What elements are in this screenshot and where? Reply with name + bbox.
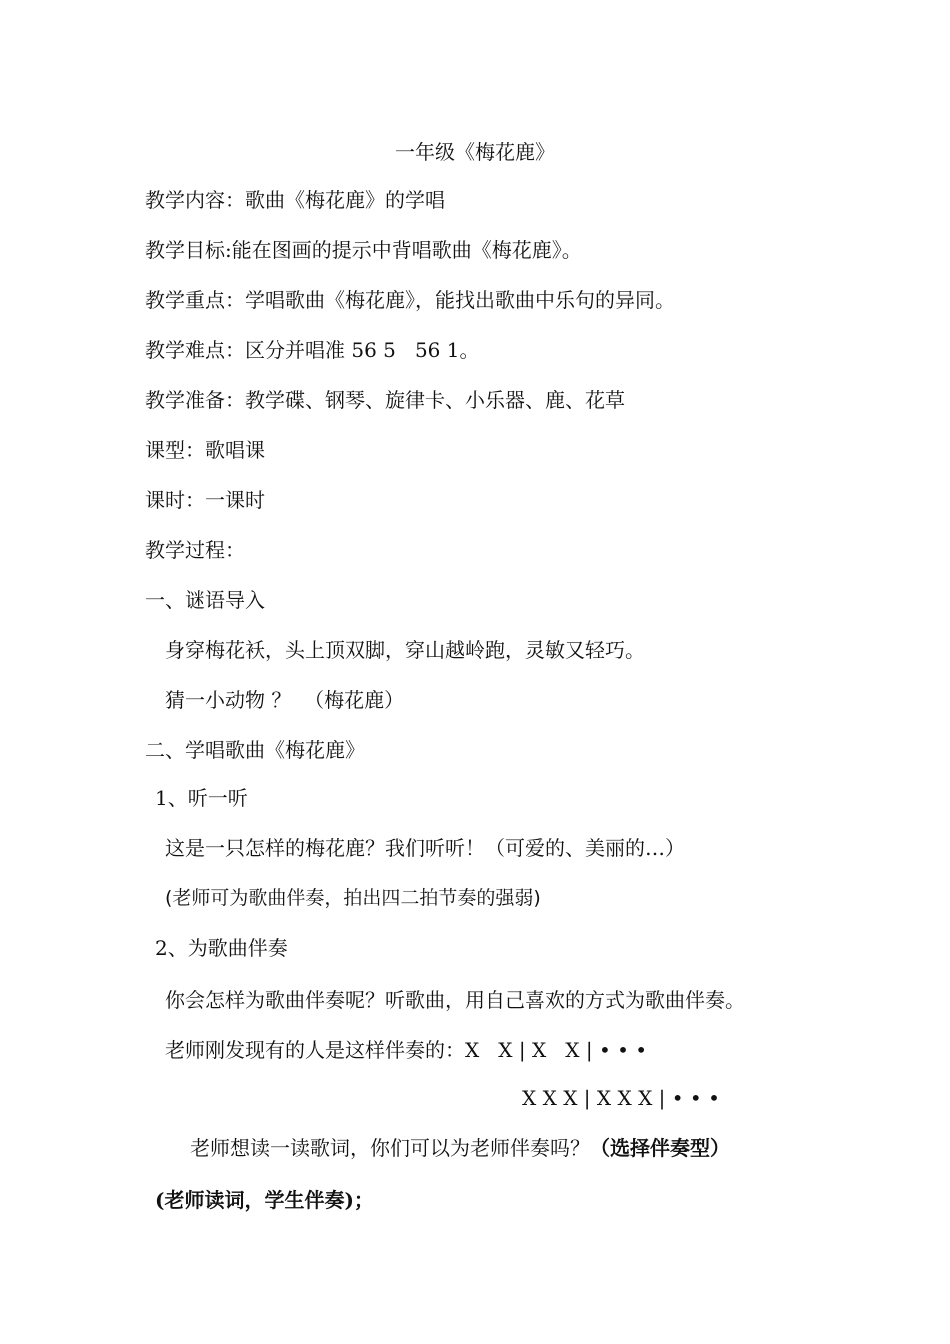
document-title: 一年级《梅花鹿》	[395, 140, 555, 164]
read-lyrics-text: 老师想读一读歌词，你们可以为老师伴奏吗？	[190, 1136, 590, 1160]
step-1-note: (老师可为歌曲伴奏，拍出四二拍节奏的强弱)	[165, 887, 541, 909]
section-1-heading: 一、谜语导入	[145, 588, 265, 612]
riddle-text: 身穿梅花袄，头上顶双脚，穿山越岭跑，灵敏又轻巧。	[165, 638, 645, 662]
teaching-key-point: 教学重点：学唱歌曲《梅花鹿》，能找出歌曲中乐句的异同。	[145, 288, 675, 312]
riddle-guess: 猜一小动物 ？ （梅花鹿）	[165, 688, 405, 712]
read-lyrics-note: (老师读词，学生伴奏)；	[155, 1188, 374, 1212]
teaching-content: 教学内容：歌曲《梅花鹿》的学唱	[145, 188, 445, 212]
read-lyrics-line	[190, 1134, 730, 1162]
step-2-heading: 2、为歌曲伴奏	[155, 936, 288, 960]
step-1-heading: 1、听一听	[155, 786, 248, 810]
teaching-preparation: 教学准备：教学碟、钢琴、旋律卡、小乐器、鹿、花草	[145, 388, 625, 412]
rhythm-pattern-1: 老师刚发现有的人是这样伴奏的：X X | X X | • • •	[165, 1038, 648, 1062]
read-lyrics-bold: （选择伴奏型）	[590, 1136, 730, 1160]
rhythm-pattern-2: X X X | X X X | • • •	[522, 1086, 720, 1110]
lesson-type: 课型：歌唱课	[145, 438, 265, 462]
lesson-time: 课时：一课时	[145, 488, 265, 512]
step-1-text: 这是一只怎样的梅花鹿？我们听听！（可爱的、美丽的…）	[165, 836, 685, 860]
teaching-process-heading: 教学过程：	[145, 538, 245, 562]
section-2-heading: 二、学唱歌曲《梅花鹿》	[145, 738, 365, 762]
teaching-difficulty: 教学难点：区分并唱准 56 5 56 1。	[145, 338, 480, 362]
step-2-text: 你会怎样为歌曲伴奏呢？听歌曲，用自己喜欢的方式为歌曲伴奏。	[165, 988, 745, 1012]
teaching-goal: 教学目标:能在图画的提示中背唱歌曲《梅花鹿》。	[145, 238, 582, 262]
